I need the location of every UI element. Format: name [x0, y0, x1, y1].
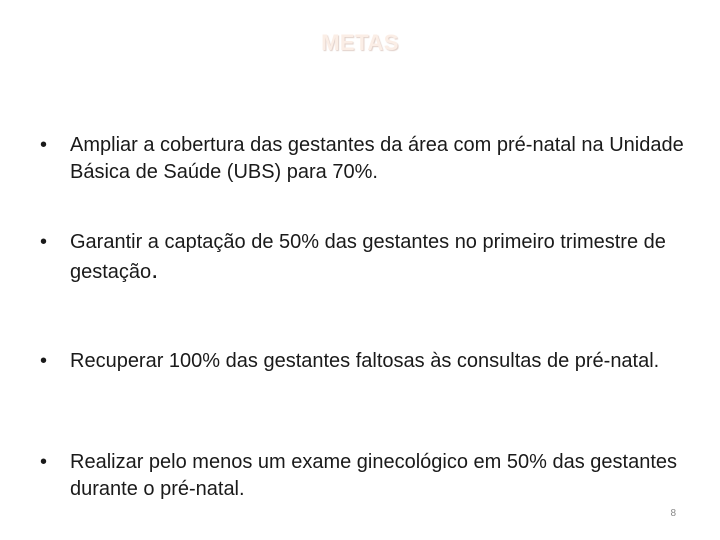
bullet-text: Recuperar 100% das gestantes faltosas às consultas de pré-natal.: [70, 350, 660, 372]
bullet-item: [40, 132, 690, 186]
bullet-item: [40, 449, 690, 503]
bullet-item: [40, 348, 690, 375]
bullet-text: Realizar pelo menos um exame ginecológico em 50% das gestantes durante o pré-natal.: [70, 451, 678, 500]
bullet-trailing-period: .: [151, 254, 159, 284]
slide-title: METAS: [321, 30, 399, 55]
bullet-text: Ampliar a cobertura das gestantes da área com pré-natal na Unidade Básica de Saúde (UBS) para 70%.: [70, 134, 684, 183]
bullet-marker: •: [40, 451, 48, 473]
bullet-marker: •: [40, 134, 48, 156]
bullet-marker: •: [40, 231, 48, 253]
bullet-text: Garantir a captação de 50% das gestantes no primeiro trimestre de gestação: [70, 231, 666, 283]
bullet-marker: •: [40, 350, 48, 372]
bullet-item: [40, 229, 690, 286]
page-number: 8: [670, 508, 676, 519]
